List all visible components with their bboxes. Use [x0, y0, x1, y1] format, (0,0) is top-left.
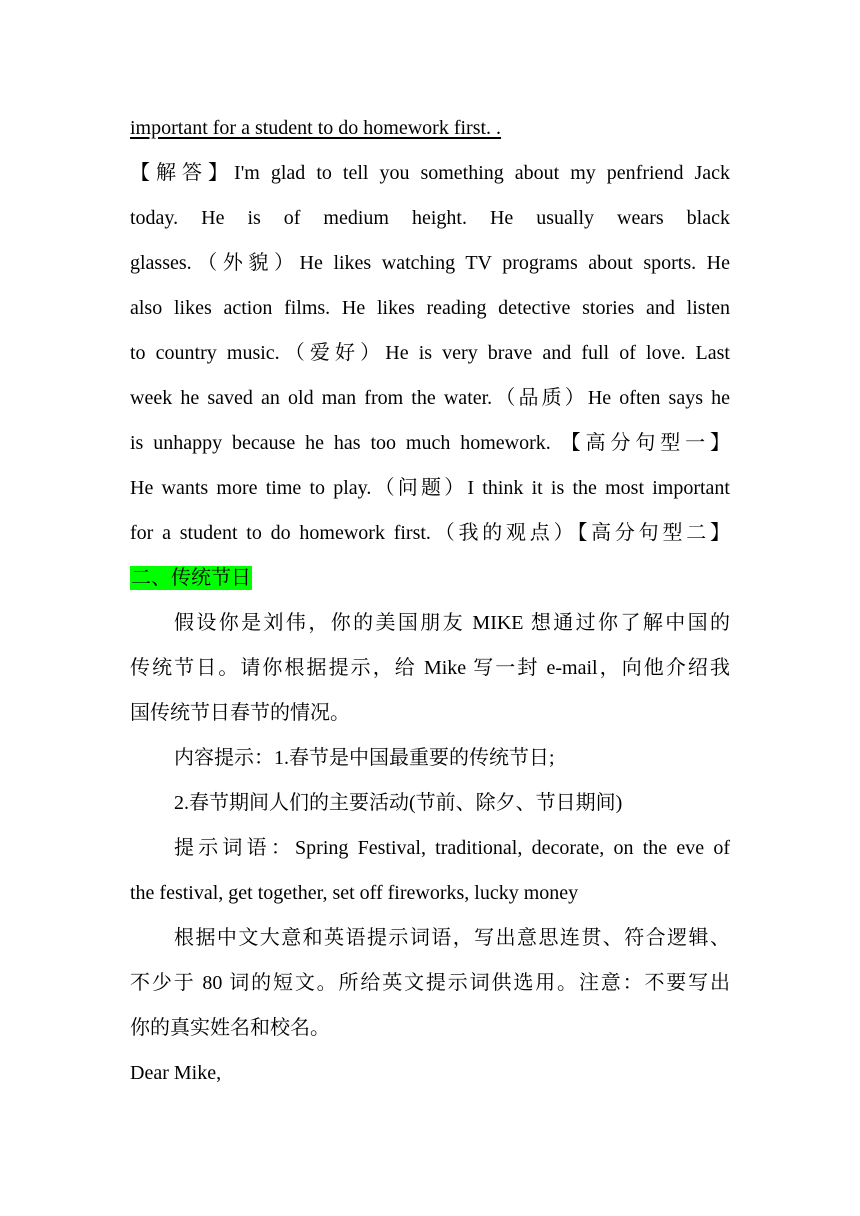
answer-line-0: important for a student to do homework first. .: [130, 117, 502, 139]
section-heading: [130, 566, 252, 590]
answer-line-2: today. He is of medium height. He usually wears black: [130, 207, 730, 229]
prompt-line-9: 你的真实姓名和校名。: [130, 1017, 330, 1039]
section-heading-text: 二、传统节日: [131, 567, 251, 589]
prompt-line-0: 假设你是刘伟，你的美国朋友 MIKE 想通过你了解中国的: [174, 612, 730, 634]
answer-line-7: is unhappy because he has too much homework. 【高分句型一】: [130, 432, 730, 454]
answer-line-5: to country music.（爱好）He is very brave and full of love. Last: [130, 342, 730, 364]
prompt-line-2: 国传统节日春节的情况。: [130, 702, 350, 724]
prompt-line-3: 内容提示：1.春节是中国最重要的传统节日;: [174, 747, 555, 769]
prompt-line-1: 传统节日。请你根据提示，给 Mike 写一封 e-mail，向他介绍我: [130, 657, 730, 679]
answer-line-8: He wants more time to play.（问题）I think it is the most important: [130, 477, 730, 499]
prompt-line-4: 2.春节期间人们的主要活动(节前、除夕、节日期间): [174, 792, 623, 814]
answer-line-9: for a student to do homework first.（我的观点）【高分句型二】: [130, 522, 730, 544]
answer-line-3: glasses.（外貌）He likes watching TV programs about sports. He: [130, 252, 730, 274]
prompt-line-8: 不少于 80 词的短文。所给英文提示词供选用。注意：不要写出: [130, 972, 730, 994]
answer-line-4: also likes action films. He likes reading detective stories and listen: [130, 297, 730, 319]
prompt-line-10: Dear Mike,: [130, 1062, 222, 1084]
prompt-line-5: 提示词语：Spring Festival, traditional, decorate, on the eve of: [174, 837, 730, 859]
prompt-line-6: the festival, get together, set off fireworks, lucky money: [130, 882, 579, 904]
answer-line-1: 【解答】I'm glad to tell you something about my penfriend Jack: [130, 162, 730, 184]
answer-line-6: week he saved an old man from the water.（品质）He often says he: [130, 387, 730, 409]
prompt-line-7: 根据中文大意和英语提示词语，写出意思连贯、符合逻辑、: [174, 927, 730, 949]
